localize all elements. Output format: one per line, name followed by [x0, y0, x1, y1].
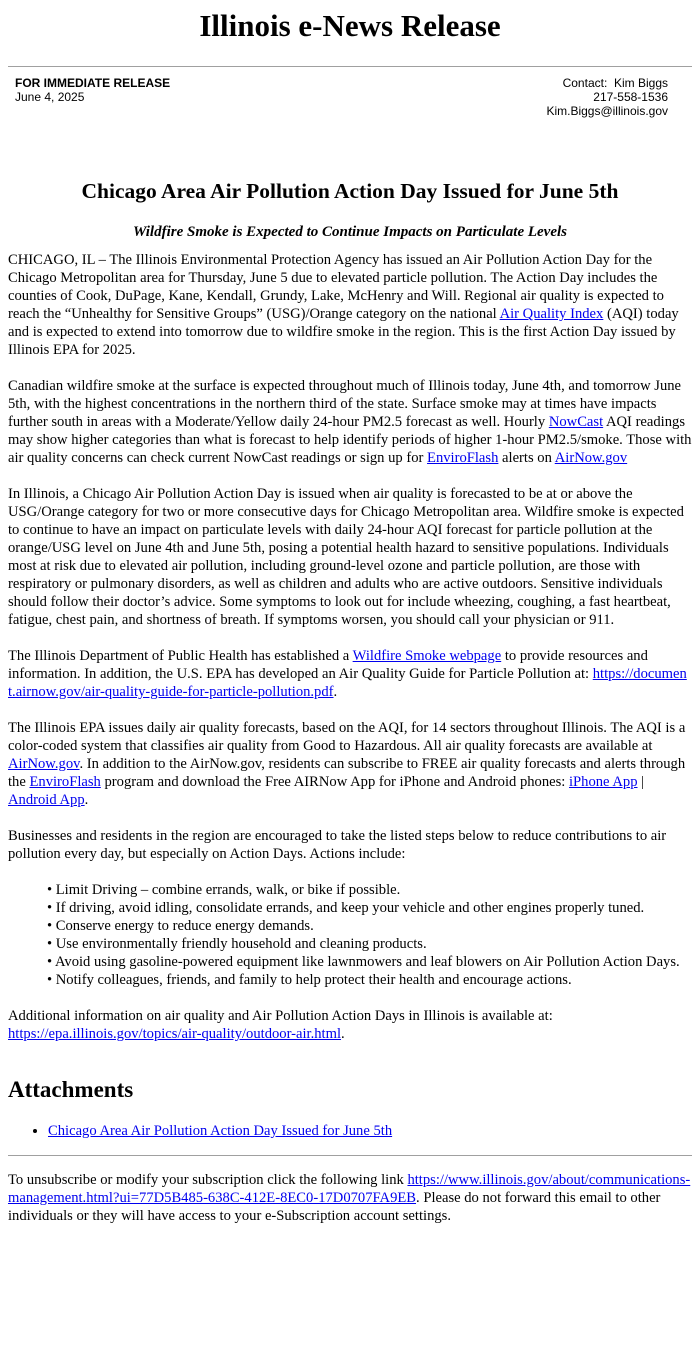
footer-divider — [8, 1155, 692, 1156]
contact-name: Kim Biggs — [613, 76, 668, 90]
release-date: June 4, 2025 — [15, 90, 85, 104]
paragraph-text: . — [333, 684, 338, 700]
paragraph-text: . In addition to the AirNow.gov, residents can subscribe to FREE air quality forecasts and alerts through the — [8, 756, 686, 790]
paragraph-text: Additional information on air quality and Air Pollution Action Days in Illinois is available at: — [8, 1008, 553, 1024]
attachments-list — [8, 1122, 692, 1140]
paragraph-forecasts — [8, 719, 692, 809]
paragraph-additional-info — [8, 1007, 692, 1043]
paragraph-text: (AQI) today and is expected to extend into tomorrow due to wildfire smoke in the region. This is the first Action Day issued by Illinois EPA for 2025. — [8, 306, 679, 358]
list-item — [48, 1122, 692, 1140]
footer-text: To unsubscribe or modify your subscription click the following link — [8, 1172, 408, 1188]
paragraph-text: AQI readings may show higher categories than what is forecast to help identify periods of higher 1-hour PM2.5/smoke. Those with air quality concerns can check current NowCast readings or sign up for — [8, 414, 692, 466]
contact-email: Kim.Biggs@illinois.gov — [546, 104, 668, 118]
paragraph-text: program and download the Free AIRNow App for iPhone and Android phones: — [100, 774, 569, 790]
contact-line — [546, 76, 668, 90]
enviroflash-link[interactable]: EnviroFlash — [427, 450, 499, 466]
air-quality-index-link[interactable]: Air Quality Index — [499, 306, 604, 322]
list-item: • Use environmentally friendly household and cleaning products. — [47, 936, 427, 952]
paragraph-action-day-info: In Illinois, a Chicago Air Pollution Action Day is issued when air quality is forecasted to be at or above the USG/Orange category for two or more consecutive days for Chicago Metropolitan area. Wildfire smoke is expected to continue to have an impact on particulate levels with daily 24-hour AQI forecast for particle pollution at the orange/USG level on June 4th and June 5th, posing a potential health hazard to sensitive populations. Individuals most at risk due to elevated air pollution, including ground-level ozone and particle pollution, are those with respiratory or pulmonary disorders, as well as children and adults who are active outdoors. Sensitive individuals should follow their doctor’s advice. Some symptoms to look out for include wheezing, coughing, a fast heartbeat, fatigue, chest pain, and shortness of breath. If symptoms worsen, you should call your physician or 911. — [8, 486, 684, 628]
paragraph-text: The Illinois Department of Public Health has established a — [8, 648, 353, 664]
release-header — [8, 67, 692, 120]
site-title: Illinois e-News Release — [199, 8, 501, 43]
unsubscribe-link[interactable]: https://www.illinois.gov/about/communications-management.html?ui=77D5B485-638C-412E-8EC0-17D0707FA9EB — [8, 1172, 691, 1206]
paragraph-idph — [8, 647, 692, 701]
list-item: • Notify colleagues, friends, and family to help protect their health and encourage actions. — [47, 972, 572, 988]
outdoor-air-link[interactable]: https://epa.illinois.gov/topics/air-quality/outdoor-air.html — [8, 1026, 342, 1042]
list-item: • Conserve energy to reduce energy demands. — [47, 918, 314, 934]
action-list — [8, 881, 692, 989]
paragraph-actions-intro: Businesses and residents in the region are encouraged to take the listed steps below to reduce contributions to air pollution every day, but especially on Action Days. Actions include: — [8, 828, 667, 862]
airnow-link-2[interactable]: AirNow.gov — [8, 756, 80, 772]
list-item: • Limit Driving – combine errands, walk, or bike if possible. — [47, 882, 401, 898]
attachments-heading: Attachments — [8, 1077, 134, 1102]
footer-text: . Please do not forward this email to other individuals or they will have access to your e-Subscription account settings. — [8, 1190, 661, 1224]
list-item: • If driving, avoid idling, consolidate errands, and keep your vehicle and other engines properly tuned. — [47, 900, 645, 916]
paragraph-wildfire-smoke — [8, 377, 692, 467]
attachment-link[interactable]: Chicago Area Air Pollution Action Day Issued for June 5th — [48, 1123, 393, 1139]
contact-label: Contact: — [562, 76, 608, 90]
list-item: • Avoid using gasoline-powered equipment like lawnmowers and leaf blowers on Air Pollution Action Days. — [47, 954, 680, 970]
headline: Chicago Area Air Pollution Action Day Issued for June 5th — [81, 179, 619, 203]
paragraph-text: to provide resources and information. In addition, the U.S. EPA has developed an Air Quality Guide for Particle Pollution at: — [8, 648, 648, 682]
link-separator: | — [637, 774, 645, 790]
paragraph-text: . — [84, 792, 89, 808]
airnow-link[interactable]: AirNow.gov — [554, 450, 628, 466]
nowcast-link[interactable]: NowCast — [548, 414, 604, 430]
release-info — [15, 76, 170, 120]
paragraph-text: Canadian wildfire smoke at the surface is expected throughout much of Illinois today, June 4th, and tomorrow June 5th, with the highest concentrations in the northern third of the state. Surface smoke may at times have impacts further south in areas with a Moderate/Yellow daily 24-hour PM2.5 forecast as well. Hourly — [8, 378, 682, 430]
paragraph-intro — [8, 251, 692, 359]
particle-pollution-guide-link[interactable]: https://document.airnow.gov/air-quality-guide-for-particle-pollution.pdf — [8, 666, 687, 700]
footer-unsubscribe — [8, 1171, 692, 1225]
iphone-app-link[interactable]: iPhone App — [569, 774, 638, 790]
subheadline: Wildfire Smoke is Expected to Continue Impacts on Particulate Levels — [132, 224, 567, 240]
contact-phone: 217-558-1536 — [593, 90, 668, 104]
paragraph-text: CHICAGO, IL – The Illinois Environmental Protection Agency has issued an Air Pollution Action Day for the Chicago Metropolitan area for Thursday, June 5 due to elevated particle pollution. The Action Day includes the counties of Cook, DuPage, Kane, Kendall, Grundy, Lake, McHenry and Will. Regional air quality is expected to reach the “Unhealthy for Sensitive Groups” (USG)/Orange category on the national — [8, 252, 664, 322]
wildfire-smoke-webpage-link[interactable]: Wildfire Smoke webpage — [352, 648, 502, 664]
paragraph-text: The Illinois EPA issues daily air quality forecasts, based on the AQI, for 14 sectors throughout Illinois. The AQI is a color-coded system that classifies air quality from Good to Hazardous. All air quality forecasts are available at — [8, 720, 686, 754]
contact-info — [546, 76, 668, 120]
android-app-link[interactable]: Android App — [8, 792, 85, 808]
release-label: FOR IMMEDIATE RELEASE — [15, 76, 171, 90]
paragraph-text: alerts on — [498, 450, 555, 466]
paragraph-text: . — [341, 1026, 345, 1042]
enviroflash-link-2[interactable]: EnviroFlash — [29, 774, 101, 790]
